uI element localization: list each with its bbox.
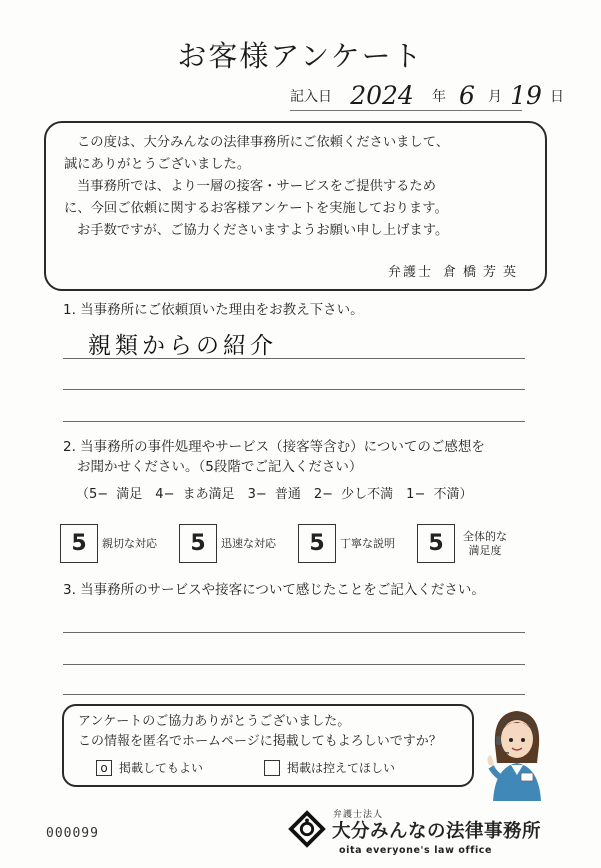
consent-line1: アンケートのご協力ありがとうございました。: [78, 714, 351, 729]
consent-option-yes[interactable]: [96, 759, 264, 776]
org-name: 大分みんなの法律事務所: [332, 821, 542, 842]
signature: [388, 261, 523, 280]
month-unit: 月: [488, 89, 502, 105]
rating-box[interactable]: 5: [179, 524, 217, 563]
consent-line2: この情報を匿名でホームページに掲載してもよろしいですか？: [78, 734, 442, 749]
question-1-answer[interactable]: 親類からの紹介: [88, 333, 277, 359]
rating-label: 丁寧な説明: [340, 536, 395, 550]
intro-line: この度は、大分みんなの法律事務所にご依頼くださいまして、: [77, 135, 450, 150]
consent-no-checkbox[interactable]: [264, 760, 280, 776]
consent-yes-label: 掲載してもよい: [119, 761, 204, 775]
date-label: 記入日: [290, 89, 332, 105]
rating-quick-response: [179, 524, 276, 563]
answer-line: [63, 389, 525, 390]
date-day-field[interactable]: 19: [510, 81, 542, 110]
date-year-field[interactable]: 2024: [350, 81, 414, 110]
intro-line: お手数ですが、ご協力くださいますようお願い申し上げます。: [77, 223, 449, 238]
answer-line[interactable]: [63, 694, 525, 695]
intro-line: に、今回ご依頼に関するお客様アンケートを実施しております。: [64, 201, 448, 216]
rating-box[interactable]: 5: [60, 524, 98, 563]
consent-option-no[interactable]: [264, 759, 432, 776]
consent-box: [62, 704, 474, 787]
rating-label: 親切な対応: [102, 536, 157, 550]
question-3: 3. 当事務所のサービスや接客について感じたことをご記入ください。: [63, 582, 485, 598]
rating-label: [463, 530, 507, 558]
entry-date: [290, 80, 564, 110]
question-2-line1: 2. 当事務所の事件処理やサービス（接客等含む）についてのご感想を: [63, 439, 485, 455]
date-underline: [290, 110, 522, 111]
day-unit: 日: [550, 89, 564, 105]
year-unit: 年: [432, 89, 446, 105]
rating-label: 迅速な対応: [221, 536, 276, 550]
question-2: [63, 437, 485, 477]
rating-overall-satisfaction: [417, 524, 507, 563]
org-english-name: oita everyone's law office: [339, 845, 493, 856]
intro-line: 誠にありがとうございました。: [64, 157, 251, 172]
survey-title: お客様アンケート: [177, 39, 424, 73]
receptionist-headset-icon: [481, 705, 553, 801]
rating-scale-legend: （5− 満足 4− まあ満足 3− 普通 2− 少し不満 1− 不満）: [76, 487, 473, 502]
rating-box[interactable]: 5: [417, 524, 455, 563]
question-2-line2: お聞かせください。（5段階でご記入ください）: [77, 459, 363, 475]
answer-line[interactable]: [63, 664, 525, 665]
law-office-logo-icon: [288, 810, 326, 848]
rating-label-line1: 全体的な: [463, 529, 507, 543]
answer-line[interactable]: [63, 632, 525, 633]
form-serial-number: 000099: [46, 826, 99, 841]
answer-line: [63, 421, 525, 422]
rating-label-line2: 満足度: [468, 543, 502, 557]
intro-line: 当事務所では、より一層の接客・サービスをご提供するため: [77, 179, 437, 194]
rating-kind-response: [60, 524, 157, 563]
answer-line: [63, 358, 525, 359]
consent-no-label: 掲載は控えてほしい: [287, 761, 396, 775]
intro-message-box: [44, 121, 547, 291]
consent-options: [96, 759, 432, 776]
consent-yes-checkbox[interactable]: o: [96, 760, 112, 776]
rating-polite-explanation: [298, 524, 395, 563]
org-type: 弁護士法人: [333, 810, 384, 820]
signature-name: 倉橋芳英: [442, 265, 523, 280]
signature-title: 弁護士: [387, 265, 433, 280]
rating-box[interactable]: 5: [298, 524, 336, 563]
date-month-field[interactable]: 6: [459, 81, 475, 110]
question-1: 1. 当事務所にご依頼頂いた理由をお教え下さい。: [63, 302, 364, 318]
